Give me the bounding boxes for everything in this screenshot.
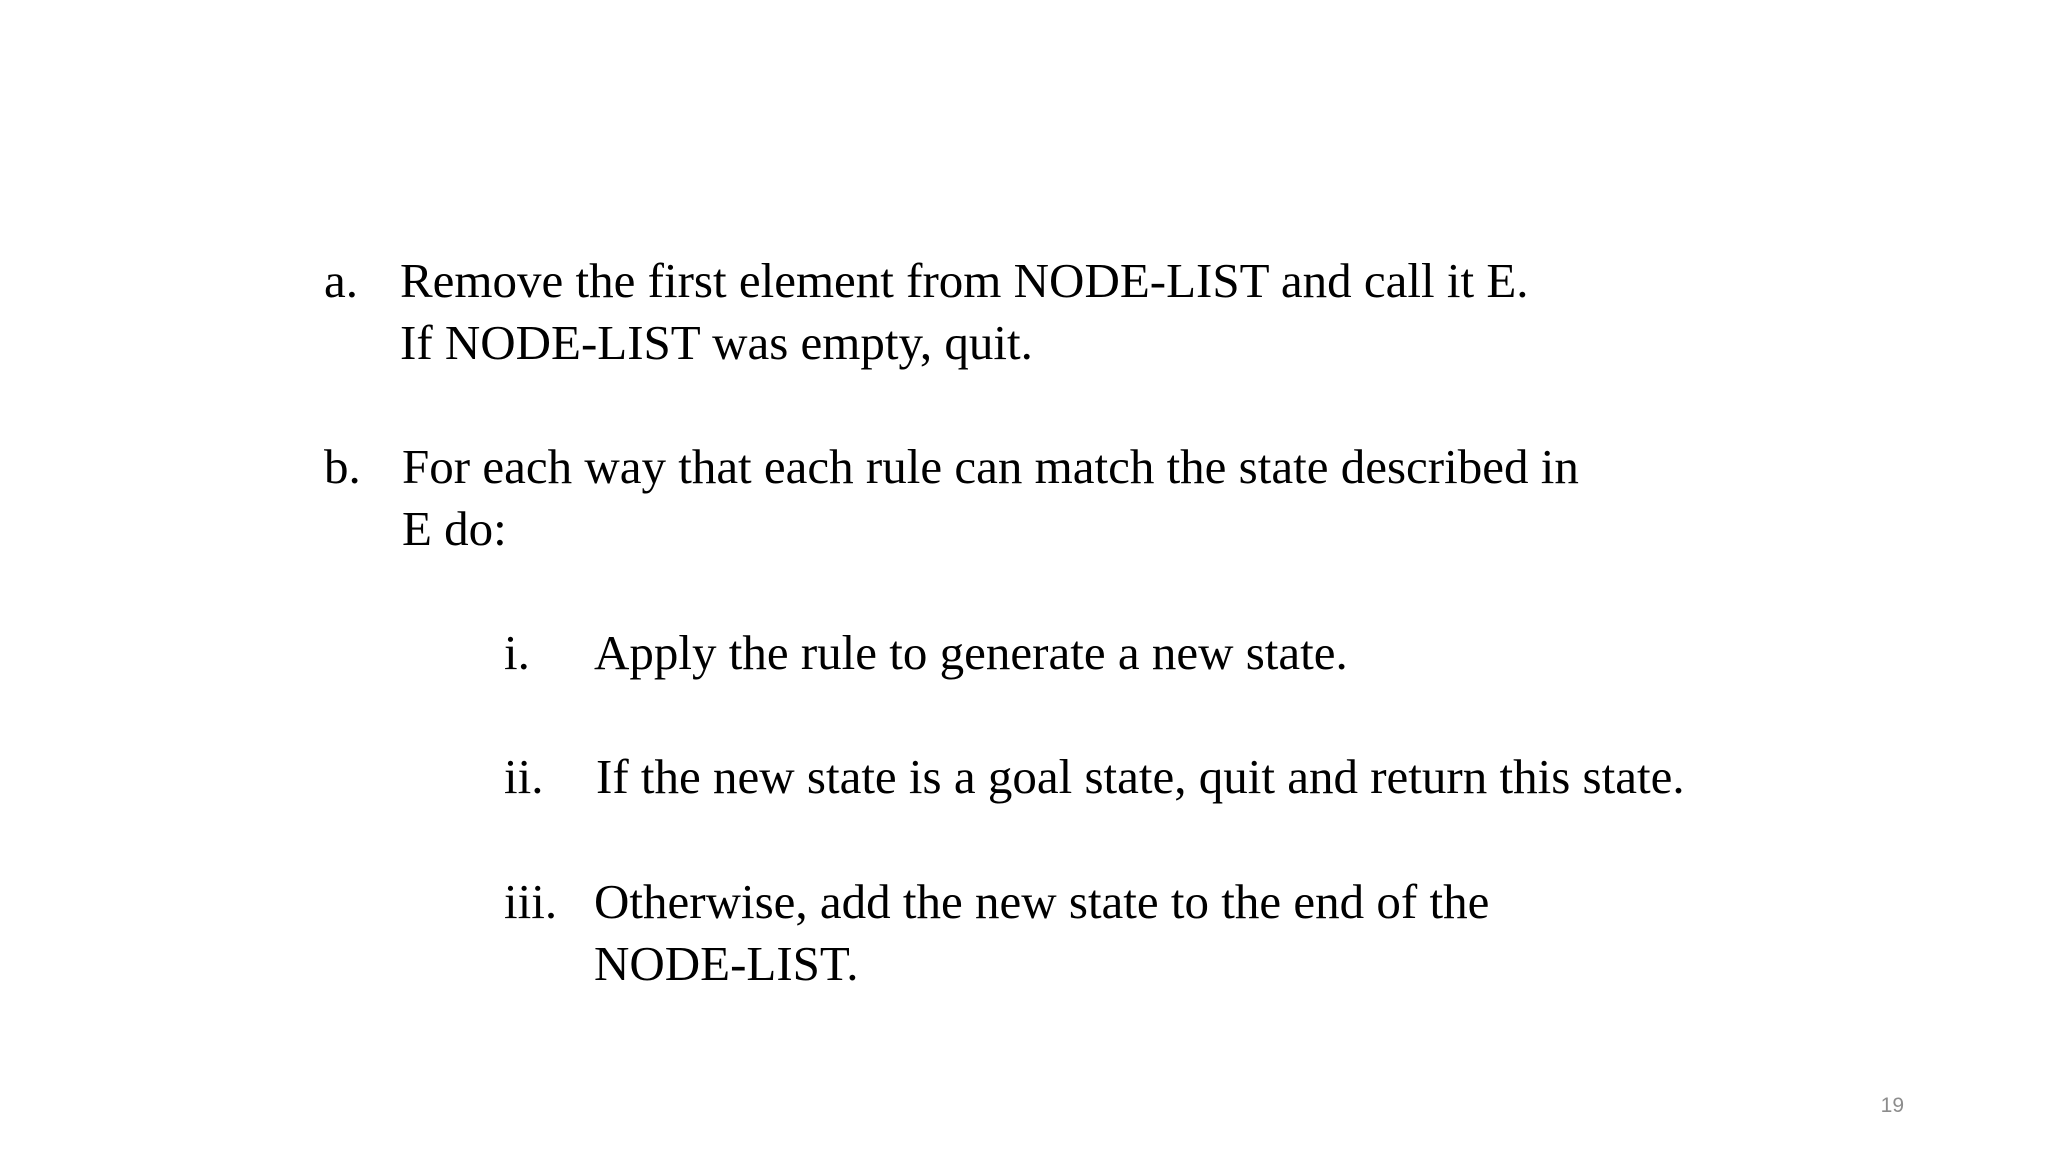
sublist-marker: ii. [504,749,544,804]
list-item-text [402,436,1579,560]
list-item-text [400,250,1529,374]
text-line: If the new state is a goal state, quit and return this state. [596,749,1685,804]
text-line: E do: [402,501,507,556]
list-marker: a. [324,253,358,308]
text-line: Apply the rule to generate a new state. [594,625,1348,680]
text-line: Otherwise, add the new state to the end of the [594,874,1490,929]
sublist-marker: i. [504,625,530,680]
text-line: If NODE-LIST was empty, quit. [400,315,1033,370]
text-line: NODE-LIST. [594,936,859,991]
text-line: For each way that each rule can match the state described in [402,439,1579,494]
sublist-item-text [594,622,1348,684]
sublist-marker: iii. [504,874,558,929]
page-number: 19 [1880,1094,1904,1117]
sublist-item-text [594,871,1489,995]
text-line: Remove the first element from NODE-LIST and call it E. [400,253,1529,308]
list-marker: b. [324,439,361,494]
sublist-item-text [596,746,1685,808]
